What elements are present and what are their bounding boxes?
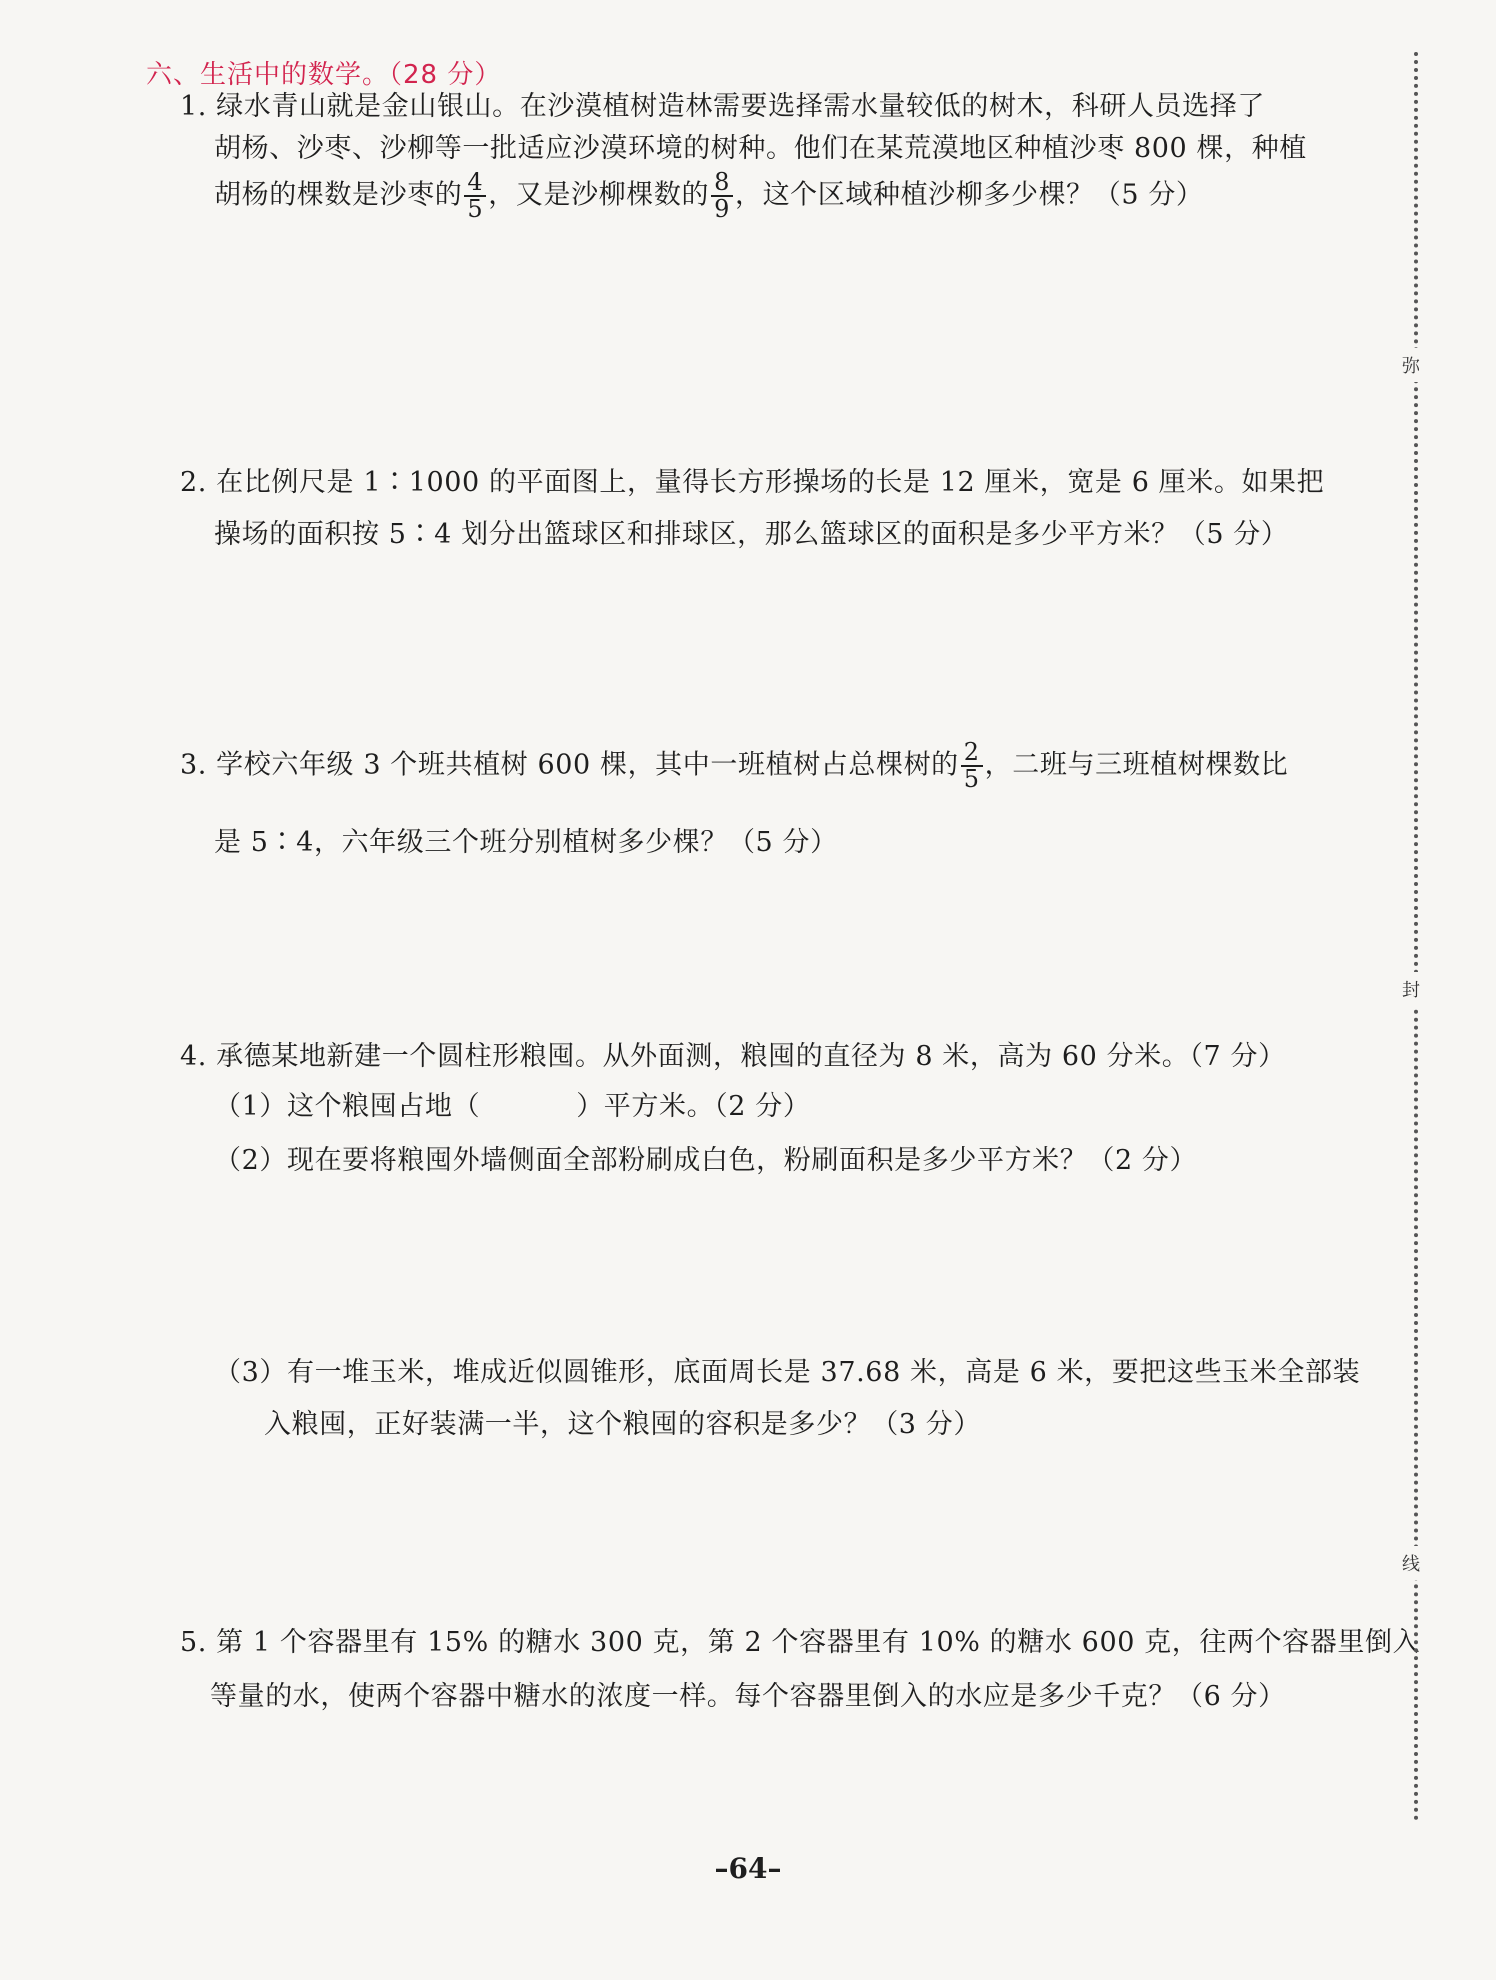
q1-fraction-2-numerator: 8 [714, 168, 730, 196]
q4-sub1 [214, 1084, 810, 1123]
q4-sub3-line1: （3）有一堆玉米，堆成近似圆锥形，底面周长是 37.68 米，高是 6 米，要把这些玉米全部装 [214, 1357, 1361, 1388]
q3-line2: 是 5∶4，六年级三个班分别植树多少棵？（5 分） [214, 827, 838, 858]
q1-fraction-1-numerator: 4 [467, 168, 484, 196]
q4-line1: 4. 承德某地新建一个圆柱形粮囤。从外面测，粮囤的直径为 8 米，高为 60 分米。（7 分） [180, 1041, 1286, 1072]
q4-sub1-b: ）平方米。（2 分） [576, 1091, 811, 1122]
q3-line1-b: ，二班与三班植树棵数比 [984, 749, 1289, 781]
q3-fraction [961, 740, 983, 792]
q5-line1: 5. 第 1 个容器里有 15% 的糖水 300 克，第 2 个容器里有 10% 的糖水 600 克，往两个容器里倒入 [180, 1627, 1421, 1658]
q1-line2: 胡杨、沙枣、沙柳等一批适应沙漠环境的树种。他们在某荒漠地区种植沙枣 800 棵，种植 [214, 133, 1307, 164]
q1-line3-c: ，这个区域种植沙柳多少棵？（5 分） [734, 179, 1204, 211]
q1-fraction-1-denominator: 5 [464, 195, 486, 222]
q1-line3 [214, 170, 1204, 222]
q4-sub1-a: （1）这个粮囤占地（ [214, 1091, 481, 1122]
page-number: –64– [714, 1852, 782, 1885]
q3-fraction-denominator: 5 [961, 765, 983, 792]
section-title: 六、生活中的数学。（28 分） [146, 60, 502, 90]
q5-line2: 等量的水，使两个容器中糖水的浓度一样。每个容器里倒入的水应是多少千克？（6 分） [210, 1681, 1286, 1712]
q1-fraction-1 [464, 170, 486, 222]
q1-fraction-2-denominator: 9 [711, 195, 733, 222]
q1-fraction-2 [711, 170, 733, 222]
q2-line1: 2. 在比例尺是 1∶1000 的平面图上，量得长方形操场的长是 12 厘米，宽是 6 厘米。如果把 [180, 467, 1325, 498]
q3-line1 [180, 740, 1288, 792]
q3-line1-a: 3. 学校六年级 3 个班共植树 600 棵，其中一班植树占总棵树的 [180, 749, 959, 781]
margin-label-feng: 封 [1402, 972, 1420, 1006]
q1-line3-a: 胡杨的棵数是沙枣的 [214, 179, 463, 211]
q1-line1: 1. 绿水青山就是金山银山。在沙漠植树造林需要选择需水量较低的树木，科研人员选择了 [180, 91, 1265, 122]
q1-line3-b: ，又是沙柳棵数的 [488, 179, 710, 211]
q4-sub2: （2）现在要将粮囤外墙侧面全部粉刷成白色，粉刷面积是多少平方米？（2 分） [214, 1145, 1198, 1176]
q3-fraction-numerator: 2 [963, 738, 980, 766]
margin-label-mi: 弥 [1402, 348, 1420, 382]
q4-sub3-line2: 入粮囤，正好装满一半，这个粮囤的容积是多少？（3 分） [264, 1409, 981, 1440]
q2-line2: 操场的面积按 5∶4 划分出篮球区和排球区，那么篮球区的面积是多少平方米？（5 分） [214, 519, 1289, 550]
margin-label-xian: 线 [1402, 1546, 1420, 1580]
